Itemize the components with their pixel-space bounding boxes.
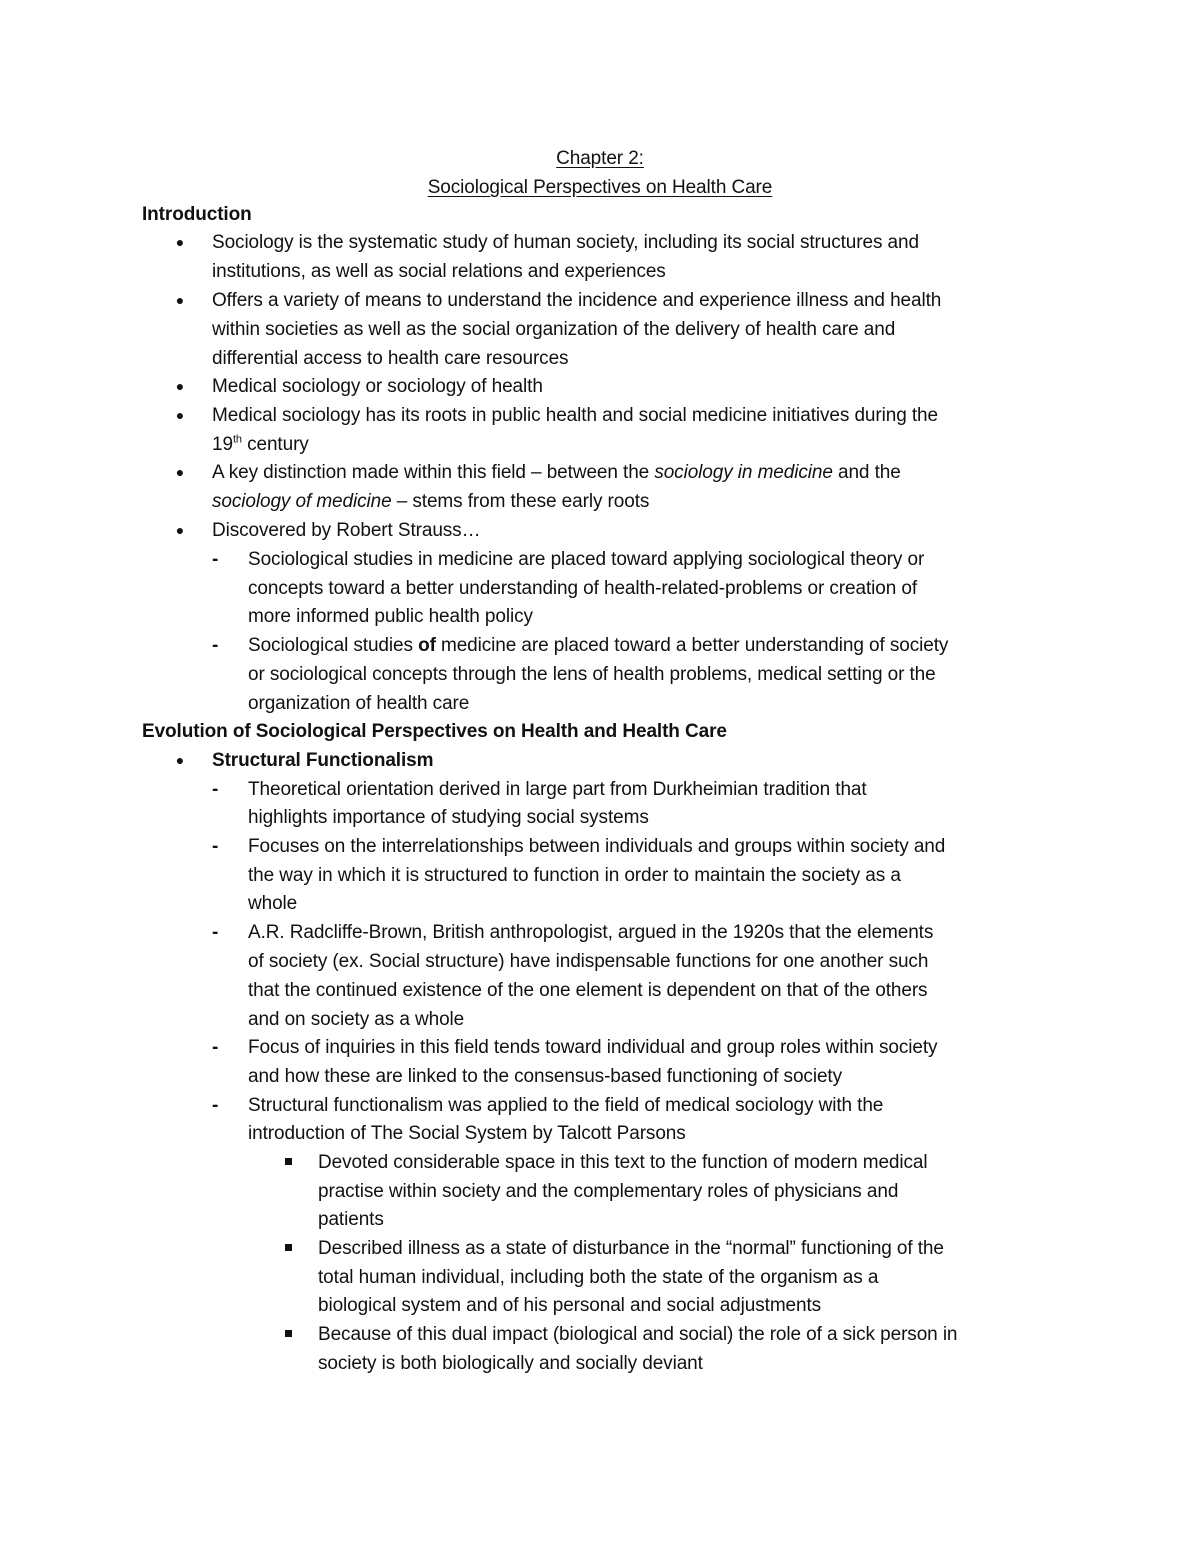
evo-dash-4-line-1: Focus of inquiries in this field tends toward individual and group roles within society — [248, 1037, 938, 1058]
dash-icon: - — [212, 1095, 219, 1116]
evo-sub-3-line-2: society is both biologically and socially deviant — [318, 1353, 703, 1374]
dash-icon: - — [212, 635, 219, 656]
text-run: medicine are placed toward a better understanding of society — [435, 635, 949, 656]
bullet-icon: ● — [175, 407, 185, 423]
bullet-icon: ● — [175, 752, 185, 768]
bold-word: of — [418, 635, 436, 656]
evo-dash-1-line-1: Theoretical orientation derived in large part from Durkheimian tradition that — [248, 779, 867, 800]
italic-term: sociology of medicine — [212, 491, 392, 512]
section-heading-evolution: Evolution of Sociological Perspectives on Health and Health Care — [142, 721, 727, 742]
bullet-icon: ● — [175, 522, 185, 538]
evo-sub-2-line-3: biological system and of his personal and social adjustments — [318, 1295, 822, 1316]
text-run: and the — [832, 462, 901, 483]
text-run: – stems from these early roots — [391, 491, 650, 512]
text-run: A key distinction made within this field – between the — [212, 462, 655, 483]
intro-bullet-6-line-1: Discovered by Robert Strauss… — [212, 520, 481, 541]
intro-bullet-4-line-1: Medical sociology has its roots in public health and social medicine initiatives during the — [212, 405, 938, 426]
intro-bullet-2-line-2: within societies as well as the social organization of the delivery of health care and — [212, 319, 896, 340]
evo-sub-1-line-1: Devoted considerable space in this text to the function of modern medical — [318, 1152, 928, 1173]
evo-dash-4-line-2: and how these are linked to the consensus-based functioning of society — [248, 1066, 842, 1087]
text-run: Sociological studies — [248, 635, 419, 656]
bullet-icon: ● — [175, 292, 185, 308]
evo-sub-2-line-2: total human individual, including both the state of the organism as a — [318, 1267, 879, 1288]
subheading-structural-functionalism: Structural Functionalism — [212, 750, 434, 771]
evo-sub-3-line-1: Because of this dual impact (biological and social) the role of a sick person in — [318, 1324, 958, 1345]
intro-bullet-2-line-3: differential access to health care resources — [212, 348, 569, 369]
square-bullet-icon — [285, 1244, 292, 1251]
bullet-icon: ● — [175, 378, 185, 394]
section-heading-introduction: Introduction — [142, 204, 252, 225]
intro-bullet-5-line-2 — [212, 487, 649, 516]
dash-icon: - — [212, 549, 219, 570]
dash-icon: - — [212, 922, 219, 943]
square-bullet-icon — [285, 1330, 292, 1337]
intro-bullet-4-line-2 — [212, 430, 309, 459]
century-word: century — [241, 434, 309, 455]
bullet-icon: ● — [175, 464, 185, 480]
evo-dash-2-line-1: Focuses on the interrelationships between individuals and groups within society and — [248, 836, 946, 857]
ordinal-suffix: th — [232, 433, 242, 446]
intro-dash-1-line-2: concepts toward a better understanding of health-related-problems or creation of — [248, 578, 918, 599]
intro-dash-2-line-3: organization of health care — [248, 693, 470, 714]
evo-dash-3-line-3: that the continued existence of the one element is dependent on that of the others — [248, 980, 928, 1001]
evo-sub-1-line-3: patients — [318, 1209, 384, 1230]
evo-dash-2-line-3: whole — [248, 893, 298, 914]
intro-dash-1-line-1: Sociological studies in medicine are placed toward applying sociological theory or — [248, 549, 925, 570]
intro-bullet-3-line-1: Medical sociology or sociology of health — [212, 376, 543, 397]
evo-dash-5-line-2: introduction of The Social System by Talcott Parsons — [248, 1123, 686, 1144]
dash-icon: - — [212, 836, 219, 857]
intro-bullet-5-line-1 — [212, 458, 901, 487]
square-bullet-icon — [285, 1158, 292, 1165]
chapter-label: Chapter 2: — [556, 148, 644, 169]
evo-sub-2-line-1: Described illness as a state of disturbance in the “normal” functioning of the — [318, 1238, 944, 1259]
century-number: 19 — [212, 434, 233, 455]
page-title: Sociological Perspectives on Health Care — [427, 177, 773, 198]
evo-dash-3-line-1: A.R. Radcliffe-Brown, British anthropologist, argued in the 1920s that the elements — [248, 922, 934, 943]
evo-dash-2-line-2: the way in which it is structured to function in order to maintain the society as a — [248, 865, 901, 886]
intro-dash-2-line-1 — [248, 631, 948, 660]
dash-icon: - — [212, 1037, 219, 1058]
intro-bullet-2-line-1: Offers a variety of means to understand the incidence and experience illness and health — [212, 290, 942, 311]
evo-dash-5-line-1: Structural functionalism was applied to the field of medical sociology with the — [248, 1095, 884, 1116]
bullet-icon: ● — [175, 234, 185, 250]
dash-icon: - — [212, 779, 219, 800]
intro-bullet-1-line-1: Sociology is the systematic study of human society, including its social structures and — [212, 232, 919, 253]
intro-dash-1-line-3: more informed public health policy — [248, 606, 533, 627]
evo-dash-3-line-2: of society (ex. Social structure) have indispensable functions for one another such — [248, 951, 929, 972]
intro-bullet-1-line-2: institutions, as well as social relations and experiences — [212, 261, 666, 282]
intro-dash-2-line-2: or sociological concepts through the lens of health problems, medical setting or the — [248, 664, 936, 685]
evo-sub-1-line-2: practise within society and the complementary roles of physicians and — [318, 1181, 899, 1202]
evo-dash-3-line-4: and on society as a whole — [248, 1009, 465, 1030]
italic-term: sociology in medicine — [654, 462, 833, 483]
evo-dash-1-line-2: highlights importance of studying social systems — [248, 807, 649, 828]
